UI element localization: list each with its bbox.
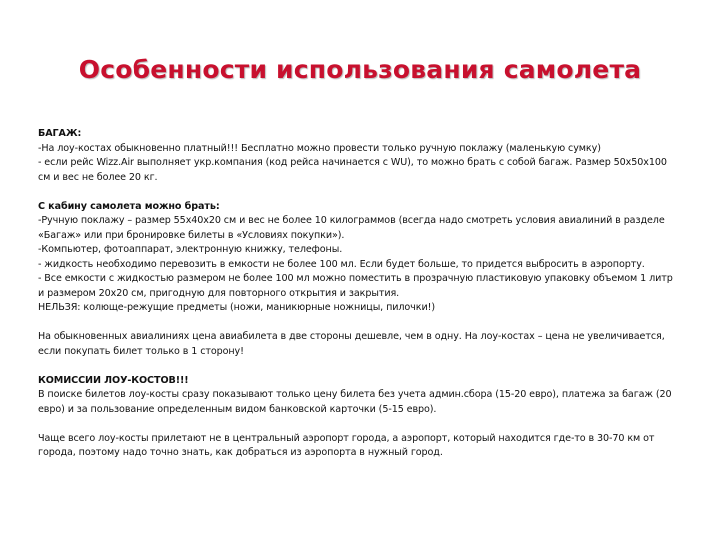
cabin-heading: С кабину самолета можно брать: [38,200,220,212]
cabin-section [38,200,674,316]
cabin-line-1: -Ручную поклажу – размер 55x40x20 см и вес не более 10 килограммов (всегда надо смотреть условия авиалиний в разделе «Багаж» или при бронировке билеты в «Условиях покупки»). [38,215,665,241]
baggage-line-1: -На лоу-костах обыкновенно платный!!! Бесплатно можно провести только ручную поклажу (маленькую сумку) [38,142,601,154]
baggage-line-2: - если рейс Wizz.Air выполняет укр.компания (код рейса начинается с WU), то можно брать с собой багаж. Размер 50x50x100 см и вес не более 20 кг. [38,157,667,183]
airport-line: Чаще всего лоу-косты прилетают не в центральный аэропорт города, а аэропорт, который находится где-то в 30-70 км от города, поэтому надо точно знать, как добраться из аэропорта в нужный город. [38,432,655,458]
cabin-line-5: НЕЛЬЗЯ: колюще-режущие предметы (ножи, маникюрные ножницы, пилочки!) [38,302,435,313]
slide-title: Особенности использования самолета [78,55,642,84]
baggage-heading: БАГАЖ: [38,128,82,139]
slide-content [38,127,674,461]
fees-heading: КОМИССИИ ЛОУ-КОСТОВ!!! [38,374,189,386]
fees-line: В поиске билетов лоу-косты сразу показывают только цену билета без учета админ.сбора (15-20 евро), платежа за багаж (20 евро) и за пользование определенным видом банковской карточки (5-15 евро). [38,389,672,415]
round-trip-line: На обыкновенных авиалиниях цена авиабилета в две стороны дешевле, чем в одну. На лоу-костах – цена не увеличивается, если покупать билет только в 1 сторону! [38,331,665,357]
baggage-section [38,127,674,185]
fees-section [38,374,674,418]
cabin-line-3: - жидкость необходимо перевозить в емкости не более 100 мл. Если будет больше, то придется выбросить в аэропорту. [38,258,645,270]
airport-section [38,432,674,461]
round-trip-section [38,330,674,359]
cabin-line-4: - Все емкости с жидкостью размером не более 100 мл можно поместить в прозрачную пластиковую упаковку объемом 1 литр и размером 20x20 см, пригодную для повторного открытия и закрытия. [38,273,673,299]
cabin-line-2: -Компьютер, фотоаппарат, электронную книжку, телефоны. [38,244,343,255]
